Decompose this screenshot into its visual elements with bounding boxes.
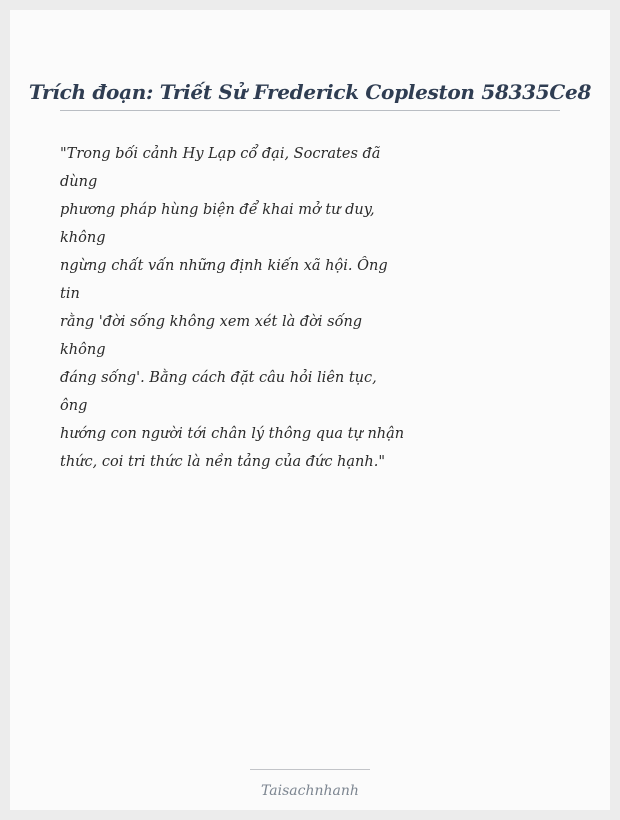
quote-line: tin xyxy=(60,286,80,302)
quote-line: không xyxy=(60,230,106,246)
quote-line: "Trong bối cảnh Hy Lạp cổ đại, Socrates đã xyxy=(60,146,381,162)
document-page xyxy=(10,10,610,810)
document-title: Trích đoạn: Triết Sử Frederick Copleston 58335Ce8 xyxy=(28,80,592,104)
quote-block xyxy=(60,140,405,476)
quote-line: dùng xyxy=(60,174,98,190)
quote-line: ngừng chất vấn những định kiến xã hội. Ông xyxy=(60,258,388,274)
quote-line: ông xyxy=(60,398,88,414)
quote-line: thức, coi tri thức là nền tảng của đức hạnh." xyxy=(60,454,385,470)
quote-line: không xyxy=(60,342,106,358)
footer-source: Taisachnhanh xyxy=(261,783,359,799)
quote-line: đáng sống'. Bằng cách đặt câu hỏi liên tục, xyxy=(60,370,377,386)
quote-line: hướng con người tới chân lý thông qua tự nhận xyxy=(60,426,405,442)
title-divider xyxy=(60,110,560,111)
footer-divider xyxy=(250,769,370,770)
quote-line: phương pháp hùng biện để khai mở tư duy, xyxy=(60,202,375,218)
quote-line: rằng 'đời sống không xem xét là đời sống xyxy=(60,314,363,330)
